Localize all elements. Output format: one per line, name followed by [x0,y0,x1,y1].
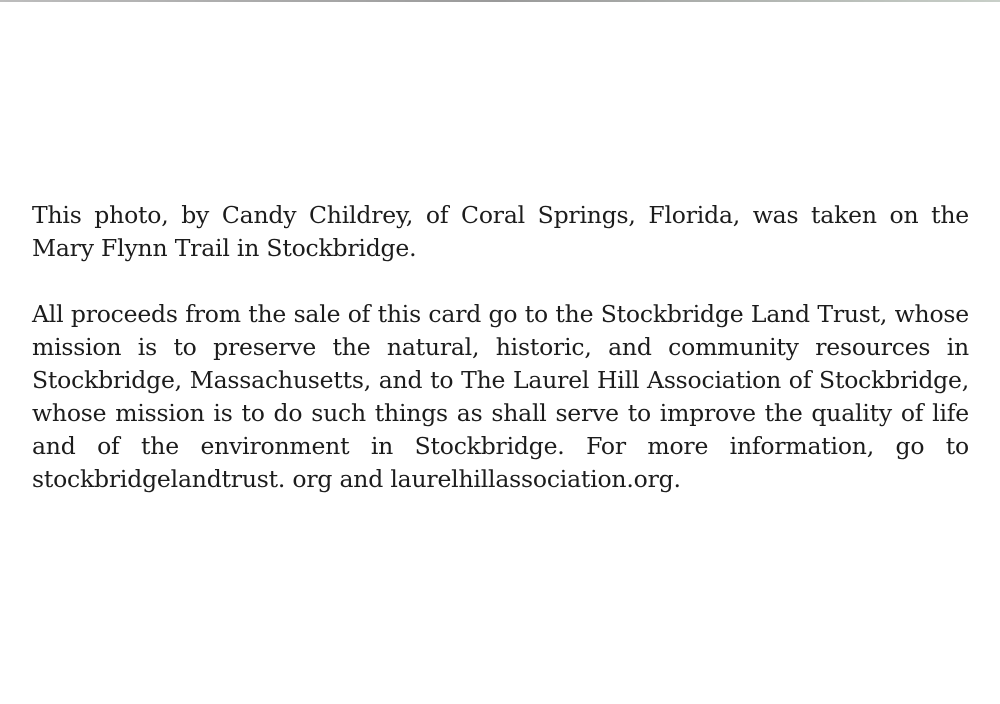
card-text-block [32,199,969,496]
top-edge-rule [0,0,1000,2]
proceeds-paragraph: All proceeds from the sale of this card go to the Stockbridge Land Trust, whose mission is to preserve the natural, historic, and community resources in Stockbridge, Massachusetts, and to The Laurel Hill Association of Stockbridge, whose mission is to do such things as shall serve to improve the quality of life and of the environment in Stockbridge. For more information, go to stockbridgelandtrust. org and laurelhillassociation.org. [32,300,969,493]
photo-credit-paragraph: This photo, by Candy Childrey, of Coral Springs, Florida, was taken on the Mary Flynn Trail in Stockbridge. [32,201,969,262]
